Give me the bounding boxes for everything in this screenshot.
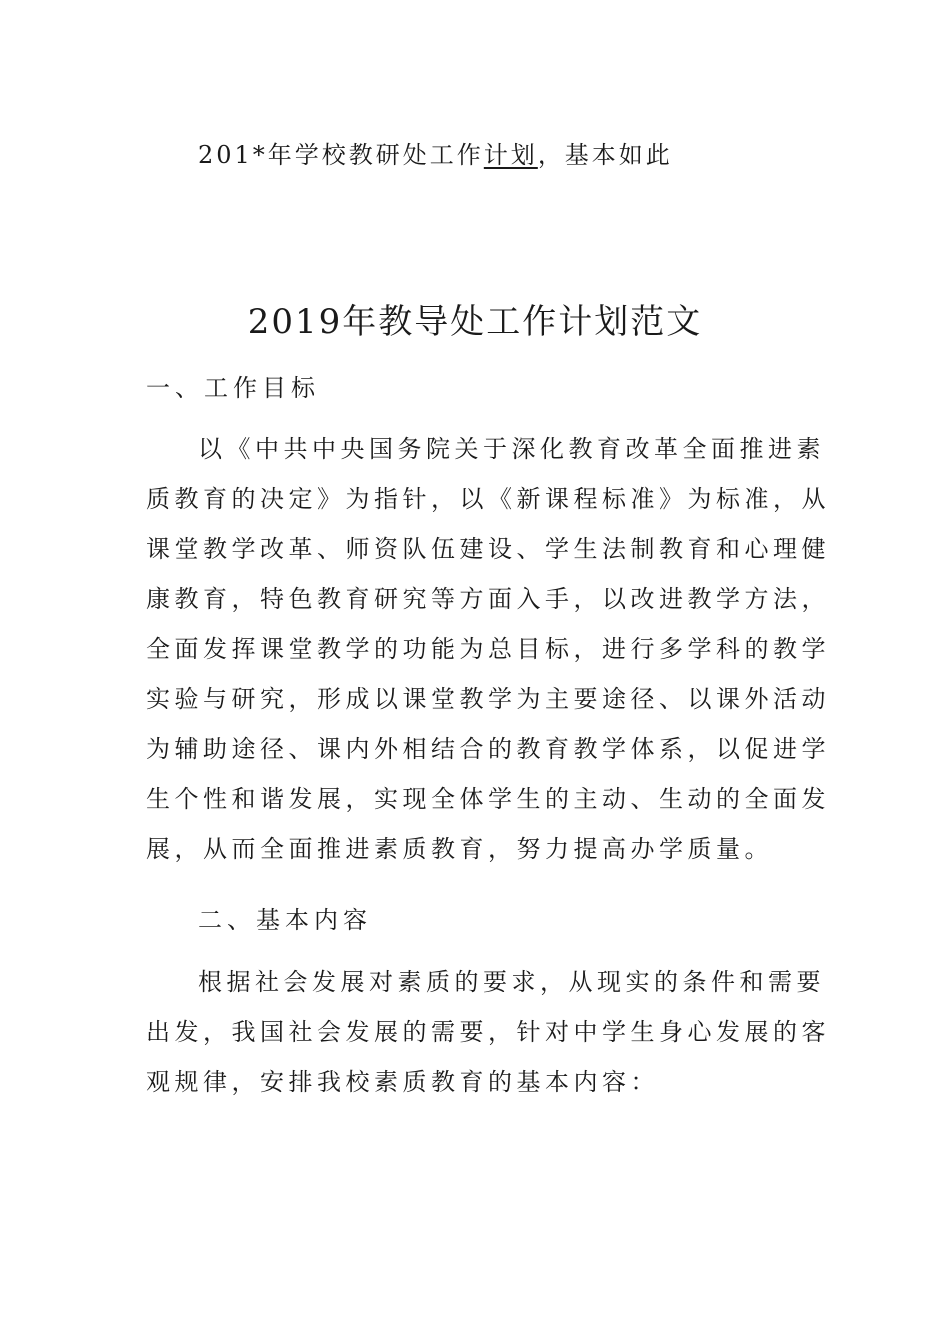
paragraph-line: 为辅助途径、课内外相结合的教育教学体系，以促进学 — [146, 735, 830, 763]
paragraph-line: 实验与研究，形成以课堂教学为主要途径、以课外活动 — [146, 685, 830, 713]
paragraph-goals — [146, 424, 830, 874]
paragraph-content — [146, 957, 830, 1107]
paragraph-line: 观规律，安排我校素质教育的基本内容： — [146, 1068, 659, 1096]
header-prefix: 201*年学校教研处工作 — [198, 141, 484, 169]
header-line — [198, 135, 673, 170]
paragraph-line: 全面发挥课堂教学的功能为总目标，进行多学科的教学 — [146, 635, 830, 663]
paragraph-line: 出发，我国社会发展的需要，针对中学生身心发展的客 — [146, 1018, 830, 1046]
paragraph-line: 课堂教学改革、师资队伍建设、学生法制教育和心理健 — [146, 535, 830, 563]
paragraph-line: 以《中共中央国务院关于深化教育改革全面推进素 — [198, 435, 825, 463]
paragraph-line: 根据社会发展对素质的要求，从现实的条件和需要 — [198, 968, 825, 996]
paragraph-line: 质教育的决定》为指针，以《新课程标准》为标准，从 — [146, 485, 830, 513]
paragraph-line: 展，从而全面推进素质教育，努力提高办学质量。 — [146, 835, 773, 863]
header-underlined-link[interactable]: 计划 — [483, 141, 538, 169]
paragraph-line: 生个性和谐发展，实现全体学生的主动、生动的全面发 — [146, 785, 830, 813]
document-title: 2019年教导处工作计划范文 — [247, 302, 703, 342]
paragraph-line: 康教育，特色教育研究等方面入手，以改进教学方法， — [146, 585, 830, 613]
section-heading-goals: 一、工作目标 — [146, 374, 320, 402]
header-suffix: ，基本如此 — [537, 141, 673, 169]
section-heading-content: 二、基本内容 — [198, 906, 372, 934]
